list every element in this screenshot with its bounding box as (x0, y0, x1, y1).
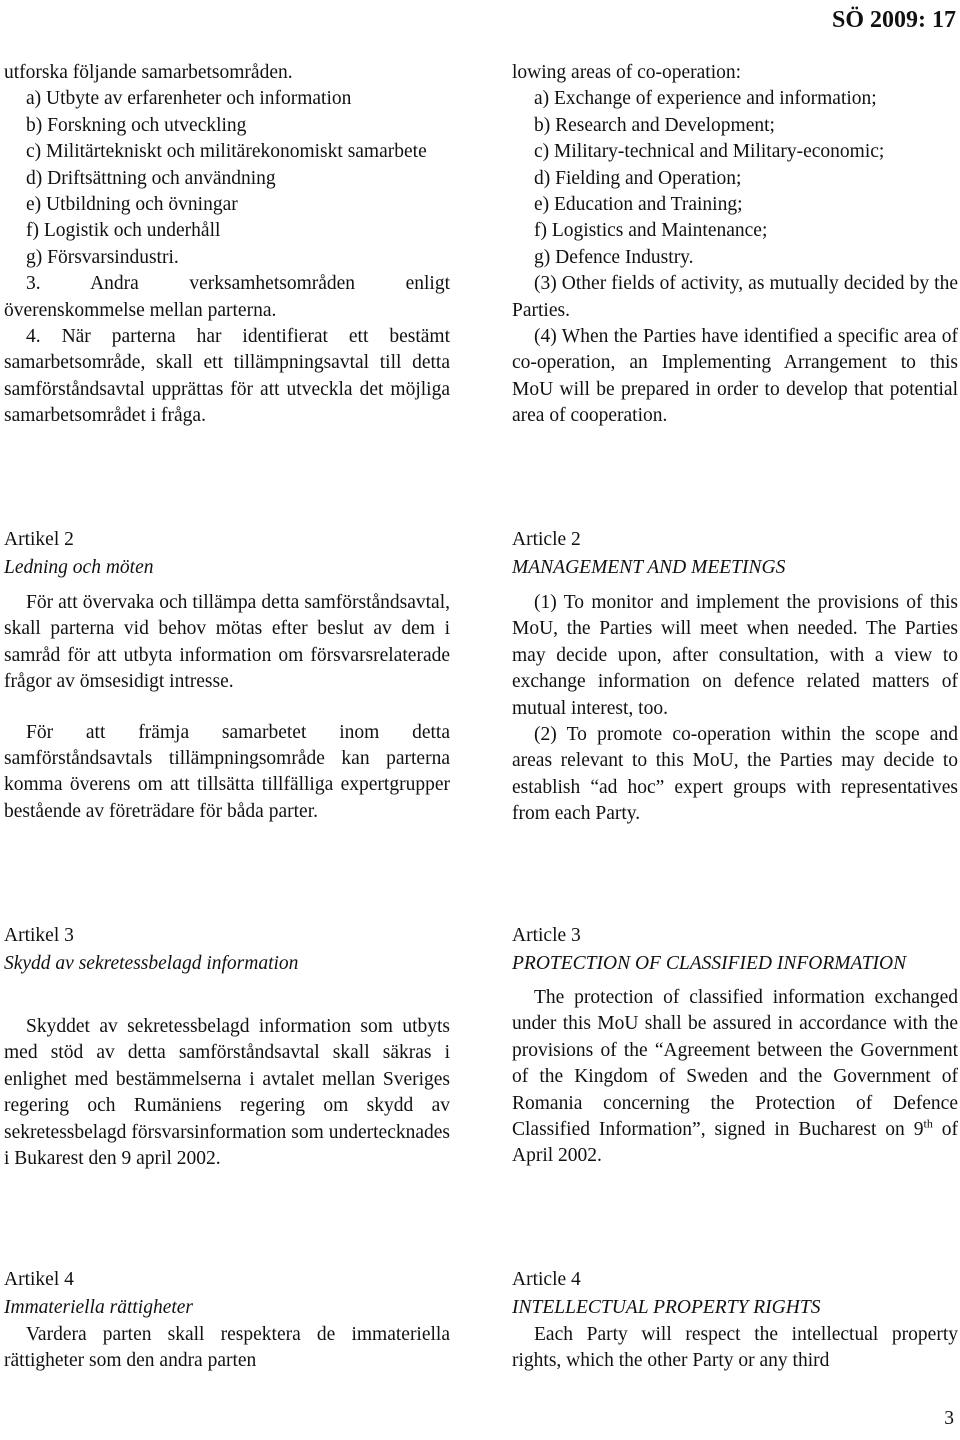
article-4-en (512, 1266, 958, 1375)
page-number: 3 (944, 1408, 954, 1429)
list-item: c) Military-technical and Military-economic; (534, 141, 885, 163)
paragraph: Each Party will respect the intellectual property rights, which the other Party or any third (512, 1324, 958, 1372)
paragraph: (1) To monitor and implement the provisions of this MoU, the Parties will meet when needed. The Parties may decide upon, after consultation, with a view to exchange information on defence related matters of mutual interest, too. (512, 592, 958, 719)
text-line: utforska följande samarbetsområden. (4, 62, 293, 83)
page-header: SÖ 2009: 17 (831, 7, 956, 33)
article-3-en (512, 922, 958, 1170)
article-heading: Artikel 3 (4, 925, 74, 946)
right-top-block (512, 60, 958, 430)
list-item: d) Fielding and Operation; (534, 167, 742, 189)
article-subheading: Immateriella rättigheter (4, 1297, 194, 1318)
list-item: f) Logistics and Maintenance; (534, 220, 768, 242)
list-item: b) Forskning och utveckling (26, 114, 247, 136)
article-4-sv (4, 1266, 450, 1375)
article-subheading: Ledning och möten (4, 557, 154, 578)
list-item: c) Militärtekniskt och militärekonomiskt samarbete (26, 141, 427, 163)
article-subheading: MANAGEMENT AND MEETINGS (512, 557, 786, 578)
list-item: e) Education and Training; (534, 194, 743, 216)
article-heading: Article 2 (512, 529, 581, 550)
paragraph: (3) Other fields of activity, as mutually decided by the Parties. (512, 273, 958, 321)
paragraph-text: The protection of classified information exchanged under this MoU shall be assured in accordance with the provisions of the “Agreement between the Government of the Kingdom of Sweden and the Government of Romania concerning the Protection of Defence Classified Information”, signed in Bucharest on 9 (512, 987, 958, 1141)
article-heading: Artikel 2 (4, 529, 74, 550)
paragraph: För att främja samarbetet inom detta samförståndsavtals tillämpningsområde kan parterna komma överens om att tillsätta tillfälliga expertgrupper bestående av företrädare för båda parter. (4, 721, 450, 822)
article-subheading: PROTECTION OF CLASSIFIED INFORMATION (512, 953, 907, 974)
list-item: g) Försvarsindustri. (26, 246, 179, 268)
paragraph: 3. Andra verksamhetsområden enligt överenskommelse mellan parterna. (4, 273, 450, 321)
article-heading: Article 3 (512, 925, 581, 946)
list-item: f) Logistik och underhåll (26, 220, 221, 242)
article-2-en (512, 526, 958, 828)
list-item: a) Exchange of experience and information; (534, 88, 877, 110)
paragraph: 4. När parterna har identifierat ett bestämt samarbetsområde, skall ett tillämpningsavtal till detta samförståndsavtal upprättas för att utveckla det möjliga samarbetsområdet i fråga. (4, 326, 450, 427)
paragraph: (4) When the Parties have identified a specific area of co-operation, an Implementing Arrangement to this MoU will be prepared in order to develop that potential area of cooperation. (512, 326, 958, 427)
article-2-sv (4, 526, 450, 825)
paragraph: För att övervaka och tillämpa detta samförståndsavtal, skall parterna vid behov mötas efter beslut av dem i samråd för att utbyta information om försvarsrelaterade frågor av ömsesidigt intresse. (4, 592, 450, 693)
left-top-block (4, 60, 450, 430)
article-heading: Artikel 4 (4, 1269, 74, 1290)
list-item: b) Research and Development; (534, 114, 775, 136)
paragraph: Skyddet av sekretessbelagd information som utbyts med stöd av detta samförståndsavtal skall säkras i enlighet med bestämmelserna i avtalet mellan Sveriges regering och Rumäniens regering om skydd av sekretessbelagd försvarsinformation som undertecknades i Bukarest den 9 april 2002. (4, 1016, 450, 1170)
paragraph: (2) To promote co-operation within the scope and areas relevant to this MoU, the Parties may decide to establish “ad hoc” expert groups with representatives from each Party. (512, 724, 958, 825)
list-item: g) Defence Industry. (534, 246, 694, 268)
list-item: e) Utbildning och övningar (26, 194, 238, 216)
list-item: a) Utbyte av erfarenheter och information (26, 88, 352, 110)
paragraph (512, 985, 958, 1170)
text-line: lowing areas of co-operation: (512, 62, 742, 83)
paragraph-text: of April 2002. (512, 1119, 958, 1167)
article-subheading: INTELLECTUAL PROPERTY RIGHTS (512, 1297, 821, 1318)
article-heading: Article 4 (512, 1269, 581, 1290)
superscript: th (923, 1116, 933, 1131)
article-3-sv (4, 922, 450, 1172)
paragraph: Vardera parten skall respektera de immateriella rättigheter som den andra parten (4, 1324, 450, 1372)
list-item: d) Driftsättning och användning (26, 167, 276, 189)
article-subheading: Skydd av sekretessbelagd information (4, 953, 299, 974)
